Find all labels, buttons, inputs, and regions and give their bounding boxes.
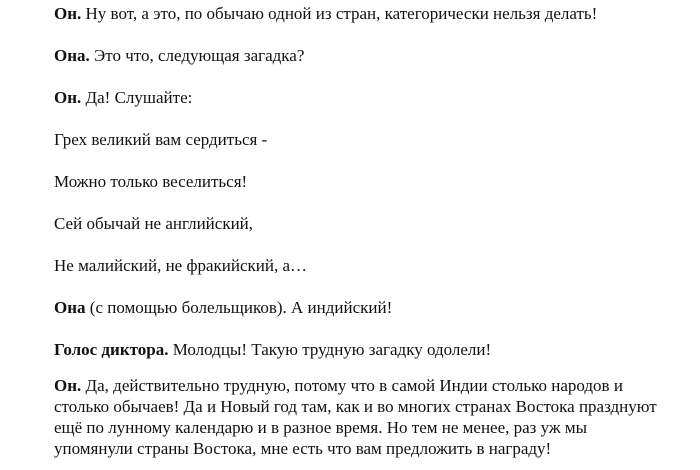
paragraph-text: Не малийский, не фракийский, а… — [54, 256, 308, 275]
paragraph-9 — [54, 340, 491, 360]
speaker-label: Голос диктора. — [54, 340, 169, 359]
paragraph-text: Молодцы! Такую трудную загадку одолели! — [168, 340, 492, 359]
speaker-label: Он. — [54, 4, 82, 23]
paragraph-1 — [54, 4, 597, 24]
speaker-label: Она — [54, 298, 86, 317]
speaker-label: Она. — [54, 46, 90, 65]
paragraph-text: Грех великий вам сердиться - — [54, 130, 268, 149]
paragraph-text: (с помощью болельщиков). А индийский! — [85, 298, 393, 317]
speaker-label: Он. — [54, 88, 82, 107]
paragraph-2 — [54, 46, 304, 66]
paragraph-text: Да! Слушайте: — [81, 88, 193, 107]
paragraph-text: Ну вот, а это, по обычаю одной из стран, категорически нельзя делать! — [81, 4, 598, 23]
paragraph-3 — [54, 88, 192, 108]
verse-line-2 — [54, 172, 247, 192]
paragraph-10 — [54, 375, 664, 459]
verse-line-1 — [54, 130, 267, 150]
paragraph-8 — [54, 298, 392, 318]
paragraph-text: Да, действительно трудную, потому что в самой Индии столько народов и столько обычаев! Да и Новый год там, как и во многих странах Востока празднуют ещё по лунному календарю и в разное время. Но тем не менее, раз уж мы упомянули страны Востока, мне есть что вам предложить в награду! — [54, 376, 657, 458]
paragraph-text: Можно только веселиться! — [54, 172, 248, 191]
paragraph-text: Сей обычай не английский, — [54, 214, 254, 233]
paragraph-text: Это что, следующая загадка? — [89, 46, 305, 65]
verse-line-3 — [54, 214, 253, 234]
speaker-label: Он. — [54, 376, 82, 395]
verse-line-4 — [54, 256, 307, 276]
